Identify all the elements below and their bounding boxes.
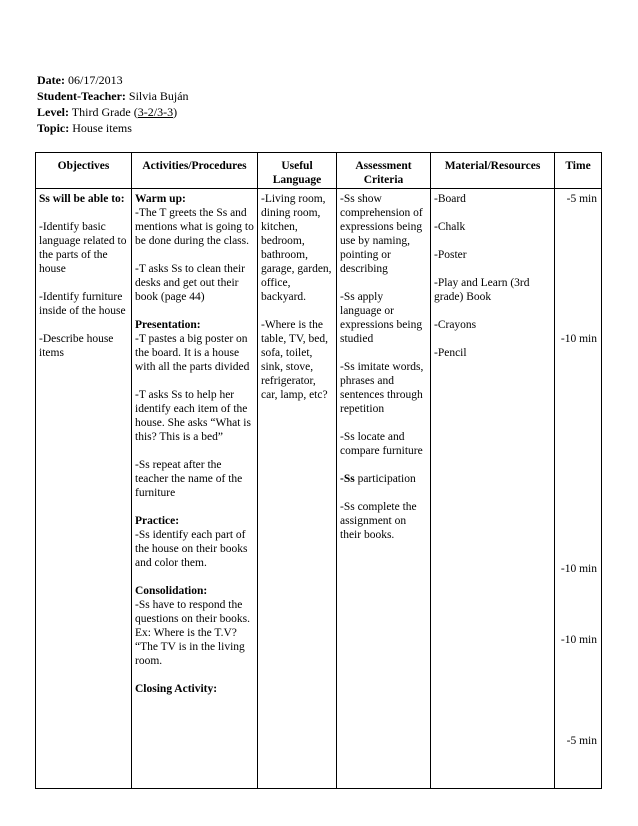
material-item: -Pencil [434, 347, 467, 359]
materials-cell [431, 189, 555, 789]
topic-label: Topic: [37, 121, 70, 135]
time-practice: -10 min [560, 563, 597, 575]
activity-text: -The T greets the Ss and mentions what is going to be done during the class. [135, 207, 254, 247]
activity-text: -Ss identify each part of the house on their books and color them. [135, 529, 248, 569]
objective-item: -Identify basic language related to the parts of the house [39, 221, 127, 275]
header-assessment: Assessment Criteria [337, 153, 431, 189]
time-cell [555, 189, 602, 789]
material-item: -Crayons [434, 319, 477, 331]
table-header-row [36, 153, 602, 189]
closing-title: Closing Activity: [135, 683, 218, 695]
lesson-header [37, 72, 189, 136]
objectives-intro: Ss will be able to: [39, 193, 125, 205]
lesson-plan-table [35, 152, 602, 789]
assessment-item: -Ss show comprehension of expressions being use by naming, pointing or describing [340, 193, 423, 275]
time-warmup: -5 min [566, 193, 597, 205]
activity-text: -Ss have to respond the questions on their books. Ex: Where is the T.V? “The TV is in the living room. [135, 599, 250, 667]
header-time: Time [555, 153, 602, 189]
header-activities: Activities/Procedures [132, 153, 258, 189]
teacher-label: Student-Teacher: [37, 89, 126, 103]
table-row [36, 189, 602, 789]
material-item: -Poster [434, 249, 467, 261]
material-item: -Board [434, 193, 466, 205]
teacher-line [37, 88, 189, 104]
level-value-prefix: Third Grade ( [69, 105, 138, 119]
header-useful-language: Useful Language [258, 153, 337, 189]
presentation-title: Presentation: [135, 319, 201, 331]
language-rooms: -Living room, dining room, kitchen, bedroom, bathroom, garage, garden, office, backyard. [261, 193, 332, 303]
material-item: -Chalk [434, 221, 466, 233]
activities-cell [132, 189, 258, 789]
assessment-item: -Ss locate and compare furniture [340, 431, 423, 457]
time-consolidation: -10 min [560, 634, 597, 646]
level-group-link[interactable]: 3-2/3-3 [137, 105, 174, 119]
level-line [37, 104, 189, 120]
useful-language-cell [258, 189, 337, 789]
topic-line [37, 120, 189, 136]
objective-item: -Identify furniture inside of the house [39, 291, 126, 317]
activity-text: -T pastes a big poster on the board. It is a house with all the parts divided [135, 333, 250, 373]
material-item: -Play and Learn (3rd grade) Book [434, 277, 530, 303]
practice-title: Practice: [135, 515, 180, 527]
date-line [37, 72, 189, 88]
date-value: 06/17/2013 [64, 73, 123, 87]
warmup-title: Warm up: [135, 193, 186, 205]
assessment-item: -Ss complete the assignment on their books. [340, 501, 417, 541]
assessment-item-rest: participation [354, 473, 416, 485]
level-label: Level: [37, 105, 69, 119]
activity-text: -T asks Ss to help her identify each item of the house. She asks “What is this? This is a bed” [135, 389, 251, 443]
language-question: -Where is the table, TV, bed, sofa, toilet, sink, stove, refrigerator, car, lamp, etc? [261, 319, 328, 401]
activity-text: -T asks Ss to clean their desks and get out their book (page 44) [135, 263, 245, 303]
objective-item: -Describe house items [39, 333, 114, 359]
time-presentation: -10 min [560, 333, 597, 345]
objectives-cell [36, 189, 132, 789]
time-closing: -5 min [566, 735, 597, 747]
header-materials: Material/Resources [431, 153, 555, 189]
assessment-item: -Ss imitate words, phrases and sentences through repetition [340, 361, 424, 415]
activity-text: -Ss repeat after the teacher the name of the furniture [135, 459, 243, 499]
consolidation-title: Consolidation: [135, 585, 208, 597]
teacher-value: Silvia Buján [125, 89, 189, 103]
level-value-suffix: ) [173, 105, 178, 119]
assessment-item-prefix: -Ss [340, 473, 355, 485]
assessment-item [340, 472, 427, 486]
topic-value: House items [69, 121, 132, 135]
assessment-cell [337, 189, 431, 789]
assessment-item: -Ss apply language or expressions being studied [340, 291, 423, 345]
date-label: Date: [37, 73, 65, 87]
header-objectives: Objectives [36, 153, 132, 189]
